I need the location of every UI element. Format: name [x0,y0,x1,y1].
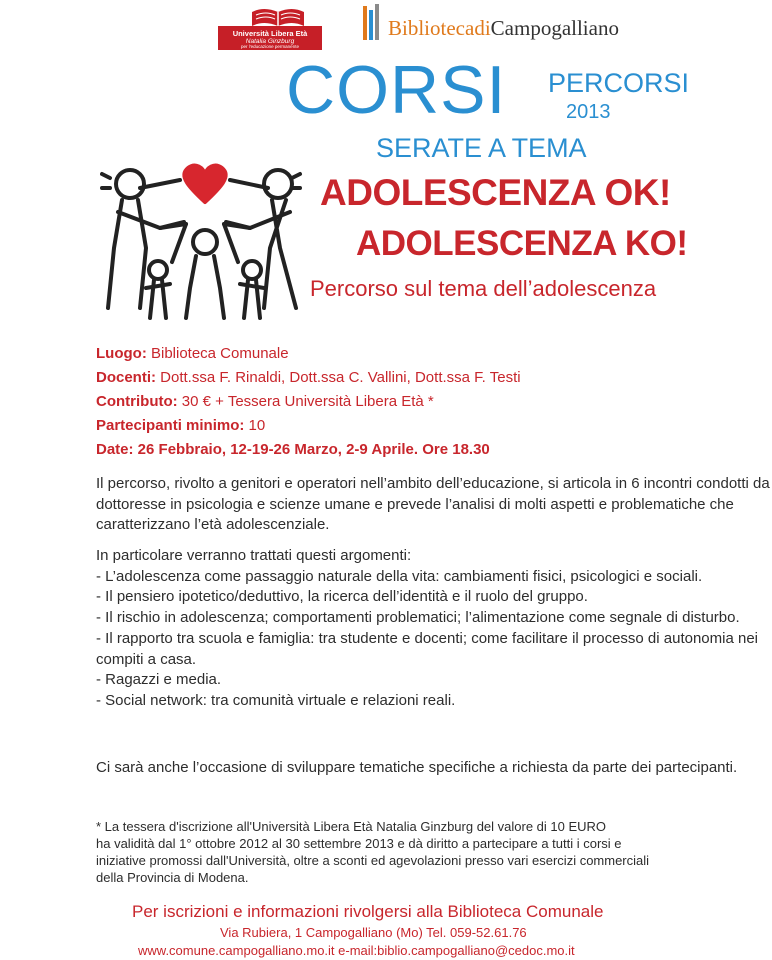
info-luogo: Luogo: Biblioteca Comunale [96,345,289,362]
contact-address: Via Rubiera, 1 Campogalliano (Mo) Tel. 059-52.61.76 [220,925,527,940]
info-docenti: Docenti: Dott.ssa F. Rinaldi, Dott.ssa C. Vallini, Dott.ssa F. Testi [96,369,521,386]
topics-intro: In particolare verranno trattati questi argomenti: [96,547,412,564]
list-item: - Il pensiero ipotetico/deduttivo, la ricerca dell’identità e il ruolo del gruppo. [96,588,588,606]
list-item: - Il rapporto tra scuola e famiglia: tra studente e docenti; come facilitare il processo di autonomia nei compiti a casa. [96,629,759,668]
closing-paragraph: Ci sarà anche l’occasione di sviluppare tematiche specifiche a richiesta da parte dei partecipanti. [96,759,738,776]
title-serate: SERATE A TEMA [376,133,587,163]
info-contributo: Contributo: 30 € + Tessera Università Libera Età * [96,393,434,410]
list-item: - Social network: tra comunità virtuale e relazioni reali. [96,691,456,709]
intro-paragraph: Il percorso, rivolto a genitori e operatori nell’ambito dell’educazione, si articola in 6 incontri condotti da dottoresse in psicologia e scienze umane e prevede l’analisi di molti aspetti e problematiche che caratterizzano l’età adolescenziale. [96,475,770,534]
logo-line-2: Natalia Ginzburg [245,38,295,45]
headline-adolescenza-ok: ADOLESCENZA OK! [320,172,671,213]
headline-adolescenza-ko: ADOLESCENZA KO! [356,224,688,263]
list-item: - Il rischio in adolescenza; comportamenti problematici; l’alimentazione come segnale di disturbo. [96,609,740,627]
headline-subtitle: Percorso sul tema dell’adolescenza [310,276,657,301]
title-corsi: CORSI [286,52,507,128]
books-icon [362,4,382,42]
title-percorsi: PERCORSI [548,68,690,98]
universita-libera-eta-logo [218,4,322,50]
list-item: - Ragazzi e media. [96,671,222,689]
biblioteca-logo [362,4,662,44]
list-item: - L’adolescenza come passaggio naturale della vita: cambiamenti fisici, psicologici e sociali. [96,567,703,585]
info-partecipanti: Partecipanti minimo: 10 [96,417,266,434]
logo-line-1: Università Libera Età [232,29,308,38]
footnote: * La tessera d'iscrizione all'Università Libera Età Natalia Ginzburg del valore di 10 EURO ha validità dal 1° ottobre 2012 al 30 settembre 2013 e dà diritto a partecipare a tutti i corsi e iniziative promossi dall'Università, oltre a sconti ed agevolazioni presso vari esercizi commerciali della Provincia di Modena. [96,819,650,885]
title-year: 2013 [566,101,611,123]
biblioteca-name: BibliotecadiCampogalliano [388,16,619,40]
contact-web-email: www.comune.campogalliano.mo.it e-mail:biblio.campogalliano@cedoc.mo.it [138,943,575,958]
topics-list [96,546,772,712]
info-date: Date: 26 Febbraio, 12-19-26 Marzo, 2-9 Aprile. Ore 18.30 [96,441,490,458]
figures-with-heart-illustration [100,158,310,322]
contact-heading: Per iscrizioni e informazioni rivolgersi alla Biblioteca Comunale [132,902,604,921]
logo-line-3: per l'educazione permanente [241,44,299,49]
